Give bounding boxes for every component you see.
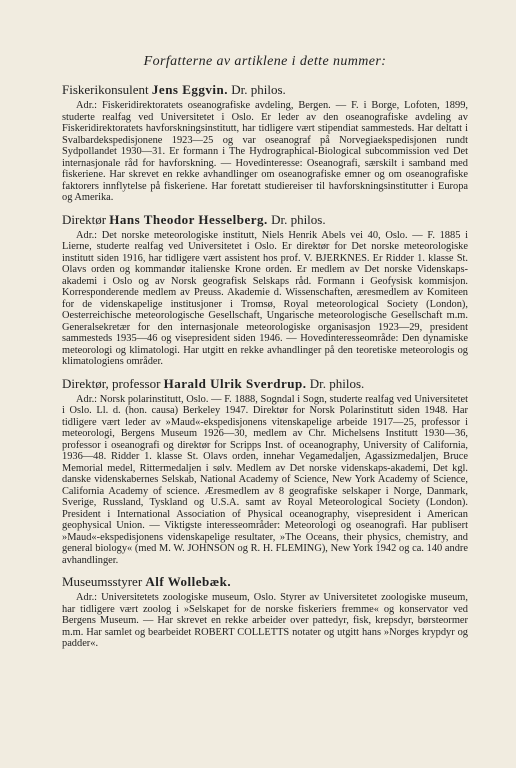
author-name-line: [62, 212, 468, 227]
author-title: Direktør: [62, 211, 107, 227]
author-name-line: [62, 574, 468, 589]
author-entry-eggvin: [62, 82, 468, 204]
author-bio: Adr.: Universitetets zoologiske museum, Oslo. Styrer av Universitetet zoologiske museum, har tidligere vært zoolog i »Selskapet for de norske fiskeriers fremme« og konservator ved Bergens Museum. — Har skrevet en rekke arbeider over pattedyr, fisk, krepsdyr, børsteormer m.m. Har samlet og bearbeidet ROBERT COLLETTS notater og utgitt hans »Norges krypdyr og padder«.: [62, 592, 468, 649]
author-degree: Dr. philos.: [231, 82, 286, 97]
author-entry-sverdrup: [62, 376, 468, 567]
author-bio: Adr.: Fiskeridirektoratets oseanografiske avdeling, Bergen. — F. i Borge, Lofoten, 1899, studerte realfag ved Universitetet i Oslo. Er leder av den oseanografiske avdeling av Fiskeridirektoratets havforskningsinstitutt, har tidligere vært stipendiat sammesteds. Har deltatt i Svalbardekspedisjonene 1923—25 og var oseanograf på Norvegiaekspedisjonen rundt Sydpollandet 1930—31. Er formann i The Hydrographical-Biological subcommission ved Det internasjonale råd for havforskning. — Hovedinteresse: Oseanografi, særskilt i samband med fiskeriene. Har skrevet en rekke avhandlinger om oseanografiske emner og om oseanografiske faktorers innflytelse på fiskeriene. Har foretatt studiereiser til havforskningsinstitutter i Europa og Amerika.: [62, 100, 468, 203]
author-bio: Adr.: Norsk polarinstitutt, Oslo. — F. 1888, Sogndal i Sogn, studerte realfag ved Universitetet i Oslo. Ll. d. (hon. causa) Berkeley 1947. Direktør for Norsk Polarinstitutt siden 1948. Har tidligere vært leder av »Maud«-ekspedisjonens vitenskapelige arbeide 1917—25, professor i meteorologi, Bergens Museum 1926—30, medlem av Chr. Michelsens Institutt 1930—36, professor i oseanografi og direktør for Scripps Inst. of oceanography, University of California, 1936—48. Ridder 1. klasse St. Olavs orden, innehar Vegamedaljen, Agassizmedaljen, Bruce Memorial medel, Rittermedaljen i sølv. Medlem av Det norske videnskaps-akademi, Det kgl. danske videnskabernes Selskab, National Academy of Science, New York Academy of Science, California Academy of science. Æresmedlem av 8 geografiske selskaper i Norge, Danmark, Sverige, Russland, Tyskland og U.S.A. samt av Royal Meteorological Society (London). President i International Association of Physical oceanography, visepresident i American geophysical Union. — Viktigste interesseområder: Meteorologi og oseanografi. Har publisert »Maud«-ekspedisjonens videnskapelige resultater, »The Oceans, their physics, chemistry, and general biology« (med M. W. JOHNSON og R. H. FLEMING), New York 1942 og ca. 140 andre avhandlinger.: [62, 393, 468, 566]
author-entry-wollebaek: [62, 574, 468, 650]
page-header: Forfatterne av artiklene i dette nummer:: [143, 54, 387, 69]
author-degree: Dr. philos.: [271, 211, 326, 227]
author-name-line: [62, 376, 468, 391]
author-name: Jens Eggvin.: [151, 82, 228, 97]
author-entry-hesselberg: [62, 212, 468, 368]
author-degree: Dr. philos.: [309, 375, 365, 391]
author-bio: Adr.: Det norske meteorologiske institutt, Niels Henrik Abels vei 40, Oslo. — F. 1885 i Lierne, studerte realfag ved Universitetet i Oslo. Er direktør for Det norske meteorologiske institutt siden 1916, har tidligere vært assistent hos prof. V. BJERKNES. Er Ridder 1. klasse St. Olavs orden og kommandør italienske Krone orden. Er medlem av Det norske Videnskaps-akademi i Oslo og av Norsk geografisk Selskaps råd. Formann i Geofysisk kommisjon. Korresponderende medlem av Preuss. Akademie d. Wissenschaften, æresmedlem av Komiteen for de videnskapelige institusjoner i Tromsø, Royal meteorological Society (London), Oesterreichische meteorologische Gesellschaft, Ungarische meteorologische Gesellschaft m.m. Generalsekretær for den internasjonale meteorologiske organisasjon 1923—29, president sammesteds 1935—46 og visepresident siden 1946. — Hovedinteresseområde: Den dynamiske meteorologi og klimatologi. Har utgitt en rekke avhandlinger på den teoretiske meteorologis og klimatologiens områder.: [62, 229, 468, 367]
author-title: Fiskerikonsulent: [62, 82, 149, 97]
author-name: Harald Ulrik Sverdrup.: [163, 375, 307, 391]
author-name: Alf Wollebæk.: [145, 574, 232, 589]
author-title: Direktør, professor: [62, 375, 161, 391]
author-name: Hans Theodor Hesselberg.: [109, 211, 268, 227]
author-name-line: [62, 82, 468, 97]
author-title: Museumsstyrer: [62, 574, 143, 589]
